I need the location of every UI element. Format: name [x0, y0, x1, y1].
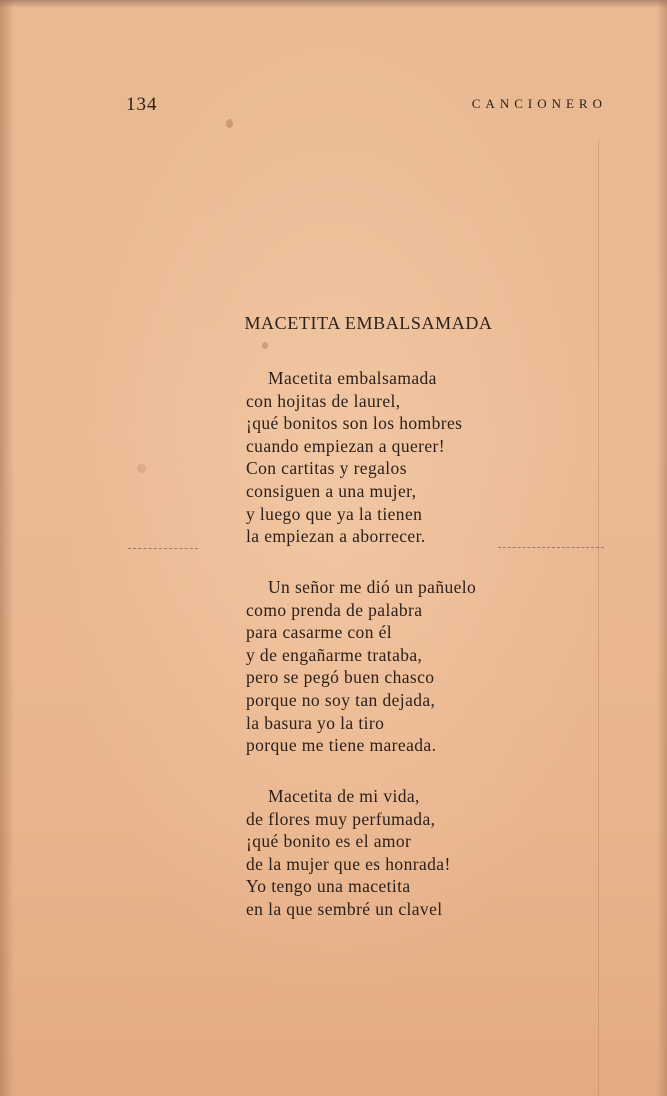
bleed-through-mark	[128, 548, 198, 550]
poem-line: con hojitas de laurel,	[246, 390, 401, 411]
page-right-edge	[657, 0, 667, 1096]
poem-line: como prenda de palabra	[246, 599, 423, 620]
poem-line: porque no soy tan dejada,	[246, 689, 436, 710]
page-fold-line	[598, 140, 599, 1096]
running-head: CANCIONERO	[471, 96, 607, 111]
poem-line: Macetita de mi vida,	[268, 786, 420, 806]
paper-stain	[226, 119, 233, 128]
poem-line: de flores muy perfumada,	[246, 808, 436, 829]
poem-line: cuando empiezan a querer!	[246, 435, 445, 456]
paper-stain	[137, 464, 146, 473]
page-top-edge	[0, 0, 667, 8]
page-left-edge	[0, 0, 14, 1096]
poem-line: Yo tengo una macetita	[246, 876, 411, 897]
poem-line: consiguen a una mujer,	[246, 480, 417, 501]
poem-line: de la mujer que es honrada!	[246, 853, 451, 874]
poem-stanza	[246, 576, 476, 757]
poem-line: porque me tiene mareada.	[246, 735, 437, 756]
poem-line: Macetita embalsamada	[268, 368, 437, 388]
bleed-through-mark	[498, 547, 604, 549]
poem-stanza	[246, 785, 451, 921]
poem-line: Un señor me dió un pañuelo	[268, 577, 477, 597]
poem-line: pero se pegó buen chasco	[246, 667, 435, 688]
poem-line: para casarme con él	[246, 622, 393, 643]
poem-line: y de engañarme trataba,	[246, 644, 423, 665]
poem-line: y luego que ya la tienen	[246, 503, 423, 524]
page-number: 134	[126, 94, 158, 115]
poem-line: Con cartitas y regalos	[246, 458, 407, 479]
poem-line: la empiezan a aborrecer.	[246, 526, 426, 547]
poem-title: MACETITA EMBALSAMADA	[244, 313, 493, 333]
poem-stanza	[246, 367, 462, 548]
poem-line: la basura yo la tiro	[246, 712, 385, 733]
poem-line: en la que sembré un clavel	[246, 898, 443, 919]
poem-line: ¡qué bonitos son los hombres	[246, 413, 463, 434]
poem-line: ¡qué bonito es el amor	[246, 831, 412, 852]
paper-stain	[262, 342, 268, 349]
